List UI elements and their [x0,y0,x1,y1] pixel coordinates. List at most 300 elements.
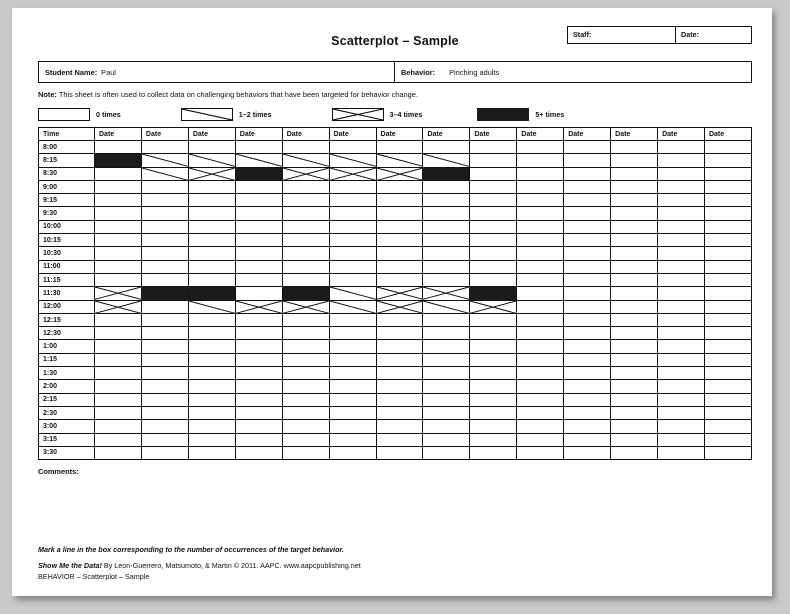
grid-header-date-9[interactable]: Date [470,128,517,141]
grid-cell[interactable] [141,167,188,180]
grid-cell[interactable] [95,234,142,247]
grid-cell[interactable] [611,141,658,154]
grid-cell[interactable] [704,180,751,193]
grid-cell[interactable] [141,340,188,353]
grid-cell[interactable] [470,207,517,220]
grid-cell[interactable] [517,194,564,207]
grid-cell[interactable] [235,180,282,193]
grid-cell[interactable] [611,340,658,353]
grid-cell[interactable] [376,180,423,193]
grid-cell[interactable] [517,247,564,260]
grid-cell[interactable] [141,154,188,167]
grid-cell[interactable] [329,180,376,193]
grid-cell[interactable] [658,220,705,233]
grid-cell[interactable] [282,300,329,313]
grid-cell[interactable] [235,154,282,167]
grid-cell[interactable] [611,313,658,326]
staff-field[interactable]: Staff: [568,27,676,43]
grid-cell[interactable] [282,446,329,459]
grid-cell[interactable] [329,273,376,286]
grid-cell[interactable] [188,287,235,300]
grid-cell[interactable] [235,393,282,406]
grid-cell[interactable] [517,300,564,313]
grid-cell[interactable] [329,327,376,340]
student-name-field[interactable] [39,62,395,82]
grid-cell[interactable] [470,220,517,233]
grid-cell[interactable] [704,207,751,220]
grid-cell[interactable] [376,406,423,419]
grid-cell[interactable] [329,313,376,326]
grid-cell[interactable] [329,433,376,446]
grid-header-date-7[interactable]: Date [376,128,423,141]
grid-cell[interactable] [470,154,517,167]
grid-cell[interactable] [376,393,423,406]
grid-cell[interactable] [658,154,705,167]
grid-header-date-6[interactable]: Date [329,128,376,141]
grid-cell[interactable] [423,300,470,313]
grid-cell[interactable] [188,433,235,446]
grid-cell[interactable] [282,220,329,233]
grid-cell[interactable] [95,313,142,326]
grid-cell[interactable] [658,247,705,260]
grid-cell[interactable] [470,180,517,193]
grid-cell[interactable] [517,141,564,154]
grid-cell[interactable] [564,180,611,193]
grid-cell[interactable] [141,406,188,419]
grid-cell[interactable] [611,154,658,167]
grid-cell[interactable] [141,260,188,273]
grid-cell[interactable] [611,260,658,273]
grid-cell[interactable] [329,154,376,167]
grid-cell[interactable] [235,260,282,273]
grid-cell[interactable] [517,313,564,326]
grid-cell[interactable] [470,353,517,366]
grid-cell[interactable] [517,220,564,233]
grid-cell[interactable] [141,420,188,433]
grid-cell[interactable] [564,313,611,326]
grid-cell[interactable] [564,446,611,459]
grid-cell[interactable] [329,260,376,273]
grid-cell[interactable] [329,300,376,313]
grid-header-date-10[interactable]: Date [517,128,564,141]
grid-cell[interactable] [235,420,282,433]
grid-cell[interactable] [376,167,423,180]
grid-cell[interactable] [376,300,423,313]
grid-cell[interactable] [282,141,329,154]
grid-cell[interactable] [188,141,235,154]
grid-cell[interactable] [704,380,751,393]
grid-cell[interactable] [564,220,611,233]
grid-cell[interactable] [282,234,329,247]
grid-cell[interactable] [704,353,751,366]
grid-cell[interactable] [704,367,751,380]
grid-cell[interactable] [423,433,470,446]
grid-cell[interactable] [564,393,611,406]
grid-cell[interactable] [235,327,282,340]
grid-cell[interactable] [658,340,705,353]
grid-cell[interactable] [329,420,376,433]
grid-cell[interactable] [235,167,282,180]
grid-cell[interactable] [658,393,705,406]
grid-cell[interactable] [423,247,470,260]
grid-cell[interactable] [517,234,564,247]
grid-cell[interactable] [470,420,517,433]
grid-cell[interactable] [95,141,142,154]
grid-cell[interactable] [423,141,470,154]
grid-cell[interactable] [235,380,282,393]
grid-cell[interactable] [704,406,751,419]
grid-cell[interactable] [376,260,423,273]
grid-cell[interactable] [470,260,517,273]
grid-cell[interactable] [611,220,658,233]
grid-cell[interactable] [376,433,423,446]
grid-cell[interactable] [517,433,564,446]
grid-cell[interactable] [470,273,517,286]
grid-cell[interactable] [611,180,658,193]
grid-cell[interactable] [95,446,142,459]
grid-cell[interactable] [658,380,705,393]
grid-cell[interactable] [376,420,423,433]
grid-cell[interactable] [376,207,423,220]
grid-cell[interactable] [188,406,235,419]
grid-cell[interactable] [611,194,658,207]
grid-cell[interactable] [658,406,705,419]
grid-cell[interactable] [517,207,564,220]
grid-cell[interactable] [329,367,376,380]
grid-cell[interactable] [658,327,705,340]
grid-cell[interactable] [611,167,658,180]
grid-cell[interactable] [704,420,751,433]
grid-cell[interactable] [611,287,658,300]
grid-cell[interactable] [423,167,470,180]
grid-cell[interactable] [141,433,188,446]
grid-cell[interactable] [704,287,751,300]
grid-cell[interactable] [470,300,517,313]
grid-header-date-12[interactable]: Date [611,128,658,141]
grid-cell[interactable] [704,393,751,406]
grid-cell[interactable] [141,287,188,300]
grid-cell[interactable] [564,367,611,380]
grid-cell[interactable] [564,300,611,313]
grid-cell[interactable] [188,420,235,433]
grid-cell[interactable] [423,180,470,193]
grid-cell[interactable] [704,234,751,247]
grid-cell[interactable] [141,194,188,207]
grid-cell[interactable] [564,353,611,366]
grid-cell[interactable] [376,234,423,247]
grid-cell[interactable] [517,353,564,366]
grid-cell[interactable] [376,367,423,380]
grid-cell[interactable] [423,380,470,393]
grid-cell[interactable] [188,180,235,193]
grid-cell[interactable] [517,367,564,380]
grid-cell[interactable] [470,340,517,353]
grid-cell[interactable] [376,141,423,154]
grid-header-date-5[interactable]: Date [282,128,329,141]
grid-cell[interactable] [329,234,376,247]
grid-cell[interactable] [95,380,142,393]
grid-cell[interactable] [95,287,142,300]
grid-cell[interactable] [470,393,517,406]
grid-cell[interactable] [423,406,470,419]
grid-cell[interactable] [517,380,564,393]
grid-cell[interactable] [141,180,188,193]
grid-cell[interactable] [329,194,376,207]
grid-cell[interactable] [564,327,611,340]
grid-cell[interactable] [235,247,282,260]
grid-cell[interactable] [517,273,564,286]
grid-cell[interactable] [658,433,705,446]
grid-cell[interactable] [470,141,517,154]
grid-cell[interactable] [376,154,423,167]
grid-cell[interactable] [282,340,329,353]
grid-cell[interactable] [704,433,751,446]
grid-cell[interactable] [329,393,376,406]
grid-cell[interactable] [658,180,705,193]
grid-cell[interactable] [329,167,376,180]
grid-cell[interactable] [564,154,611,167]
grid-cell[interactable] [517,446,564,459]
grid-cell[interactable] [517,260,564,273]
grid-cell[interactable] [517,287,564,300]
grid-cell[interactable] [188,327,235,340]
grid-cell[interactable] [470,287,517,300]
grid-cell[interactable] [423,327,470,340]
grid-cell[interactable] [376,273,423,286]
grid-cell[interactable] [282,154,329,167]
grid-cell[interactable] [423,287,470,300]
grid-cell[interactable] [141,220,188,233]
grid-cell[interactable] [470,367,517,380]
grid-cell[interactable] [188,367,235,380]
grid-cell[interactable] [141,446,188,459]
grid-cell[interactable] [704,446,751,459]
grid-cell[interactable] [95,194,142,207]
grid-cell[interactable] [564,273,611,286]
grid-cell[interactable] [564,433,611,446]
grid-cell[interactable] [95,207,142,220]
grid-cell[interactable] [95,340,142,353]
grid-cell[interactable] [704,154,751,167]
grid-cell[interactable] [658,420,705,433]
grid-cell[interactable] [235,433,282,446]
grid-cell[interactable] [517,327,564,340]
grid-cell[interactable] [235,273,282,286]
grid-cell[interactable] [376,380,423,393]
grid-cell[interactable] [564,167,611,180]
grid-header-date-4[interactable]: Date [235,128,282,141]
grid-cell[interactable] [188,313,235,326]
grid-cell[interactable] [141,367,188,380]
grid-cell[interactable] [564,420,611,433]
grid-cell[interactable] [329,340,376,353]
grid-cell[interactable] [517,340,564,353]
grid-header-date-2[interactable]: Date [141,128,188,141]
grid-cell[interactable] [235,367,282,380]
grid-cell[interactable] [188,220,235,233]
grid-cell[interactable] [658,367,705,380]
grid-cell[interactable] [95,353,142,366]
grid-cell[interactable] [282,367,329,380]
grid-cell[interactable] [188,194,235,207]
grid-cell[interactable] [611,406,658,419]
grid-cell[interactable] [95,260,142,273]
date-field[interactable]: Date: [681,30,699,39]
grid-cell[interactable] [564,260,611,273]
grid-cell[interactable] [235,300,282,313]
grid-cell[interactable] [611,300,658,313]
grid-cell[interactable] [658,313,705,326]
grid-cell[interactable] [658,300,705,313]
grid-cell[interactable] [235,353,282,366]
grid-cell[interactable] [329,353,376,366]
grid-cell[interactable] [658,353,705,366]
grid-cell[interactable] [704,340,751,353]
grid-cell[interactable] [470,167,517,180]
grid-cell[interactable] [704,220,751,233]
grid-cell[interactable] [282,207,329,220]
grid-cell[interactable] [141,141,188,154]
grid-cell[interactable] [611,273,658,286]
grid-cell[interactable] [141,234,188,247]
grid-cell[interactable] [95,273,142,286]
grid-cell[interactable] [188,154,235,167]
grid-cell[interactable] [564,207,611,220]
grid-cell[interactable] [376,327,423,340]
grid-cell[interactable] [470,313,517,326]
grid-cell[interactable] [564,194,611,207]
grid-cell[interactable] [95,393,142,406]
grid-cell[interactable] [611,234,658,247]
grid-cell[interactable] [423,340,470,353]
grid-cell[interactable] [95,406,142,419]
grid-cell[interactable] [95,154,142,167]
grid-cell[interactable] [564,287,611,300]
grid-cell[interactable] [282,406,329,419]
grid-cell[interactable] [141,207,188,220]
grid-cell[interactable] [517,393,564,406]
grid-cell[interactable] [141,273,188,286]
grid-cell[interactable] [329,380,376,393]
grid-cell[interactable] [329,446,376,459]
grid-cell[interactable] [95,167,142,180]
grid-header-date-11[interactable]: Date [564,128,611,141]
grid-cell[interactable] [517,180,564,193]
grid-cell[interactable] [611,247,658,260]
grid-cell[interactable] [658,234,705,247]
grid-cell[interactable] [611,327,658,340]
grid-cell[interactable] [376,446,423,459]
grid-cell[interactable] [188,446,235,459]
grid-cell[interactable] [188,340,235,353]
grid-cell[interactable] [141,327,188,340]
grid-header-date-1[interactable]: Date [95,128,142,141]
grid-cell[interactable] [564,340,611,353]
grid-cell[interactable] [611,393,658,406]
grid-cell[interactable] [282,353,329,366]
grid-cell[interactable] [470,247,517,260]
grid-cell[interactable] [376,287,423,300]
grid-cell[interactable] [188,260,235,273]
grid-cell[interactable] [564,141,611,154]
grid-cell[interactable] [282,194,329,207]
grid-header-date-14[interactable]: Date [704,128,751,141]
grid-cell[interactable] [329,220,376,233]
grid-cell[interactable] [188,380,235,393]
grid-cell[interactable] [188,167,235,180]
grid-cell[interactable] [95,367,142,380]
grid-cell[interactable] [423,353,470,366]
grid-cell[interactable] [188,234,235,247]
grid-cell[interactable] [423,420,470,433]
grid-cell[interactable] [95,300,142,313]
grid-cell[interactable] [611,367,658,380]
grid-cell[interactable] [188,353,235,366]
grid-cell[interactable] [658,141,705,154]
grid-cell[interactable] [235,287,282,300]
behavior-field[interactable] [395,62,751,82]
grid-cell[interactable] [423,446,470,459]
grid-cell[interactable] [470,194,517,207]
grid-cell[interactable] [423,194,470,207]
grid-cell[interactable] [235,234,282,247]
grid-cell[interactable] [704,300,751,313]
grid-cell[interactable] [611,446,658,459]
grid-cell[interactable] [376,220,423,233]
grid-cell[interactable] [470,406,517,419]
grid-cell[interactable] [470,446,517,459]
grid-cell[interactable] [235,194,282,207]
grid-cell[interactable] [188,247,235,260]
grid-cell[interactable] [282,167,329,180]
grid-cell[interactable] [95,420,142,433]
grid-cell[interactable] [423,260,470,273]
grid-cell[interactable] [235,313,282,326]
grid-cell[interactable] [423,367,470,380]
grid-cell[interactable] [235,141,282,154]
grid-cell[interactable] [564,247,611,260]
grid-cell[interactable] [517,420,564,433]
grid-cell[interactable] [282,273,329,286]
grid-cell[interactable] [704,313,751,326]
grid-cell[interactable] [517,406,564,419]
grid-cell[interactable] [141,313,188,326]
grid-cell[interactable] [282,260,329,273]
grid-cell[interactable] [423,313,470,326]
grid-cell[interactable] [376,340,423,353]
grid-cell[interactable] [517,154,564,167]
grid-cell[interactable] [282,247,329,260]
grid-cell[interactable] [329,247,376,260]
grid-cell[interactable] [95,180,142,193]
grid-cell[interactable] [423,154,470,167]
grid-cell[interactable] [611,433,658,446]
grid-cell[interactable] [704,167,751,180]
grid-cell[interactable] [141,300,188,313]
grid-cell[interactable] [658,273,705,286]
grid-cell[interactable] [611,353,658,366]
grid-cell[interactable] [611,380,658,393]
grid-cell[interactable] [376,353,423,366]
grid-cell[interactable] [95,327,142,340]
grid-cell[interactable] [564,234,611,247]
grid-cell[interactable] [235,406,282,419]
grid-cell[interactable] [423,220,470,233]
grid-header-date-3[interactable]: Date [188,128,235,141]
grid-cell[interactable] [235,220,282,233]
grid-cell[interactable] [517,167,564,180]
grid-cell[interactable] [188,393,235,406]
